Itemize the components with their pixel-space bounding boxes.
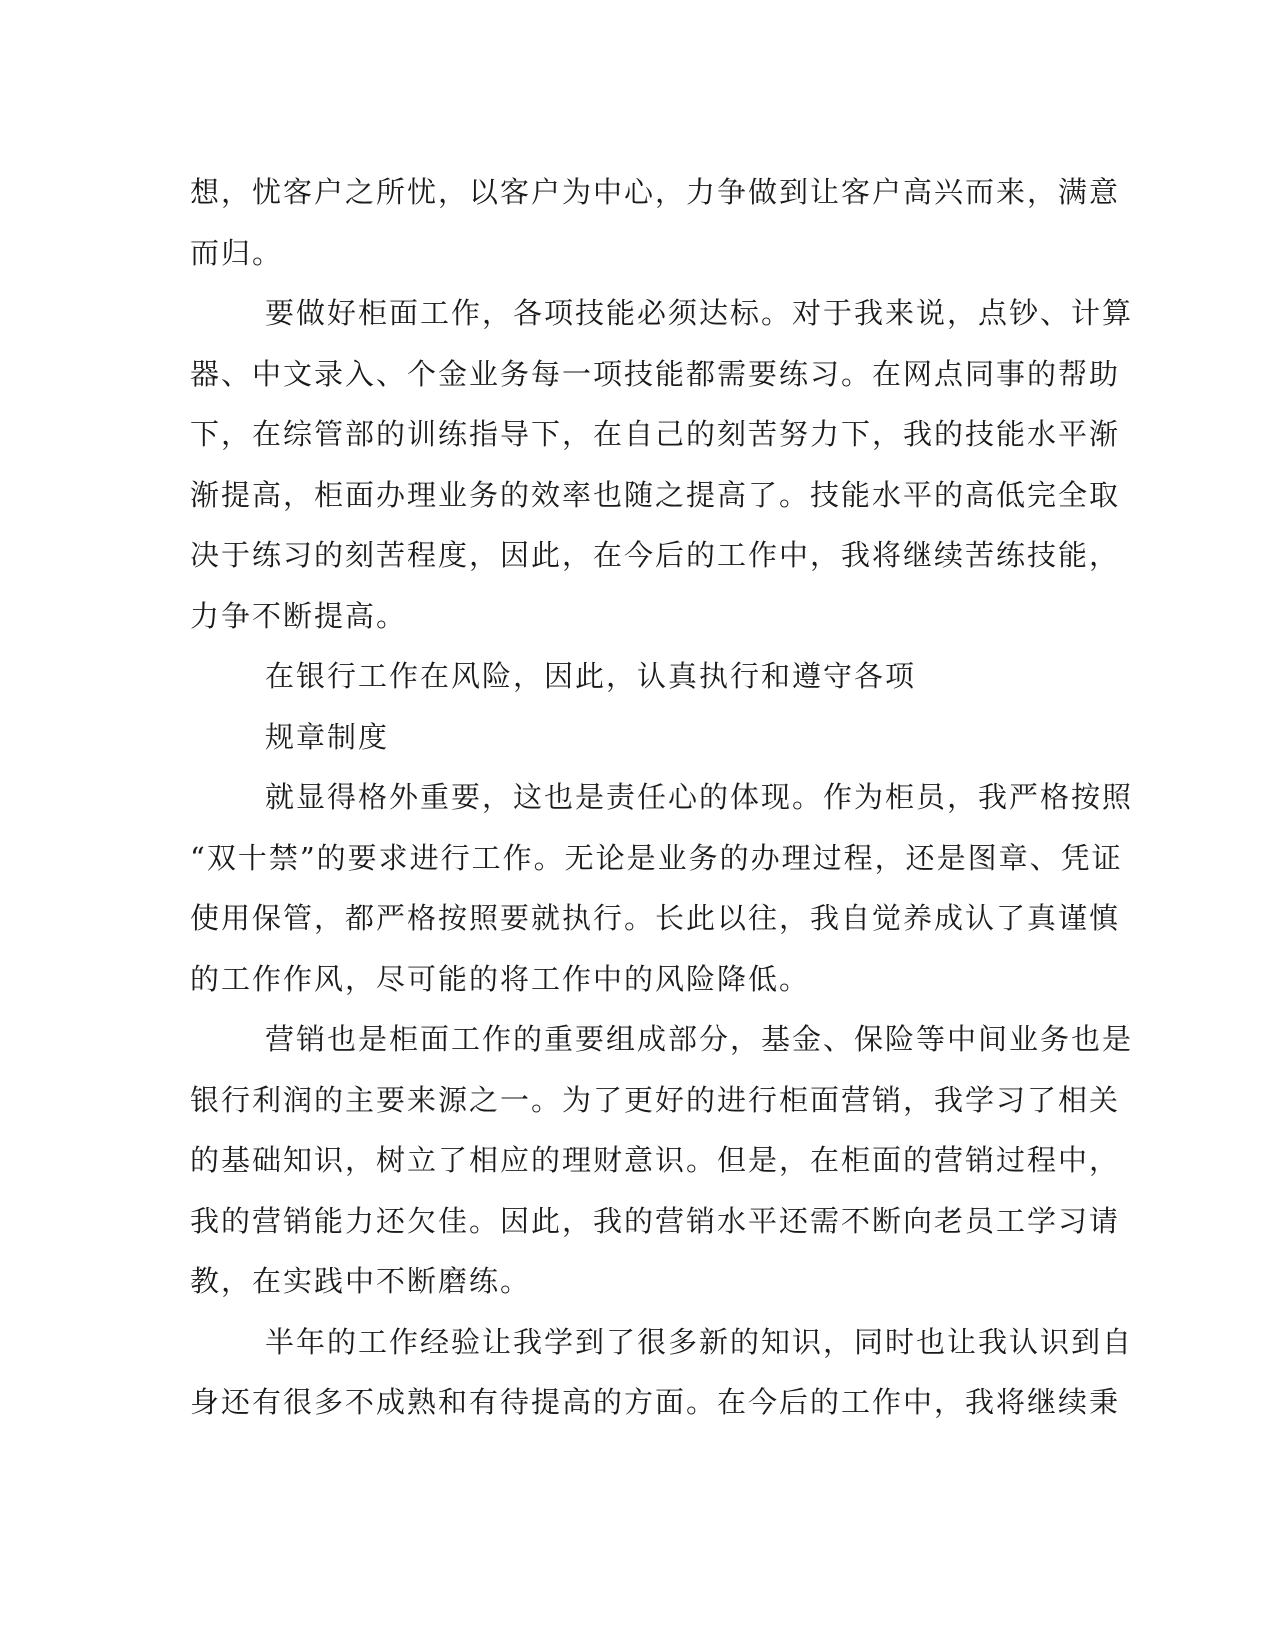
- text-line: 决于练习的刻苦程度，因此，在今后的工作中，我将继续苦练技能，: [190, 538, 1121, 572]
- text-line: 营销也是柜面工作的重要组成部分，基金、保险等中间业务也是: [265, 1022, 1134, 1056]
- text-line: 使用保管，都严格按照要就执行。长此以往，我自觉养成认了真谨慎: [190, 901, 1121, 935]
- text-line: 力争不断提高。: [190, 598, 408, 633]
- text-line: 要做好柜面工作，各项技能必须达标。对于我来说，点钞、计算: [265, 296, 1134, 330]
- text-line: 器、中文录入、个金业务每一项技能都需要练习。在网点同事的帮助: [190, 356, 1121, 391]
- text-line: 的基础知识，树立了相应的理财意识。但是，在柜面的营销过程中，: [190, 1143, 1121, 1177]
- text-line: 在银行工作在风险，因此，认真执行和遵守各项: [265, 659, 917, 693]
- text-line: 教，在实践中不断磨练。: [190, 1264, 532, 1298]
- text-line: 下，在综管部的训练指导下，在自己的刻苦努力下，我的技能水平渐: [190, 417, 1121, 451]
- text-line: 而归。: [190, 235, 284, 270]
- text-line: 半年的工作经验让我学到了很多新的知识，同时也让我认识到自: [265, 1324, 1134, 1359]
- document-body: [190, 162, 1134, 1433]
- text-line: 就显得格外重要，这也是责任心的体现。作为柜员，我严格按照: [265, 780, 1134, 814]
- text-line: 的工作作风，尽可能的将工作中的风险降低。: [190, 961, 811, 996]
- text-line: 银行利润的主要来源之一。为了更好的进行柜面营销，我学习了相关: [190, 1082, 1121, 1117]
- text-line: 渐提高，柜面办理业务的效率也随之提高了。技能水平的高低完全取: [190, 477, 1121, 512]
- text-line: 身还有很多不成熟和有待提高的方面。在今后的工作中，我将继续秉: [190, 1385, 1121, 1419]
- text-line: “双十禁”的要求进行工作。无论是业务的办理过程，还是图章、凭证: [190, 840, 1123, 875]
- text-line: 我的营销能力还欠佳。因此，我的营销水平还需不断向老员工学习请: [190, 1203, 1121, 1238]
- text-line: 想，忧客户之所忧，以客户为中心，力争做到让客户高兴而来，满意: [190, 175, 1121, 209]
- text-line: 规章制度: [265, 719, 390, 754]
